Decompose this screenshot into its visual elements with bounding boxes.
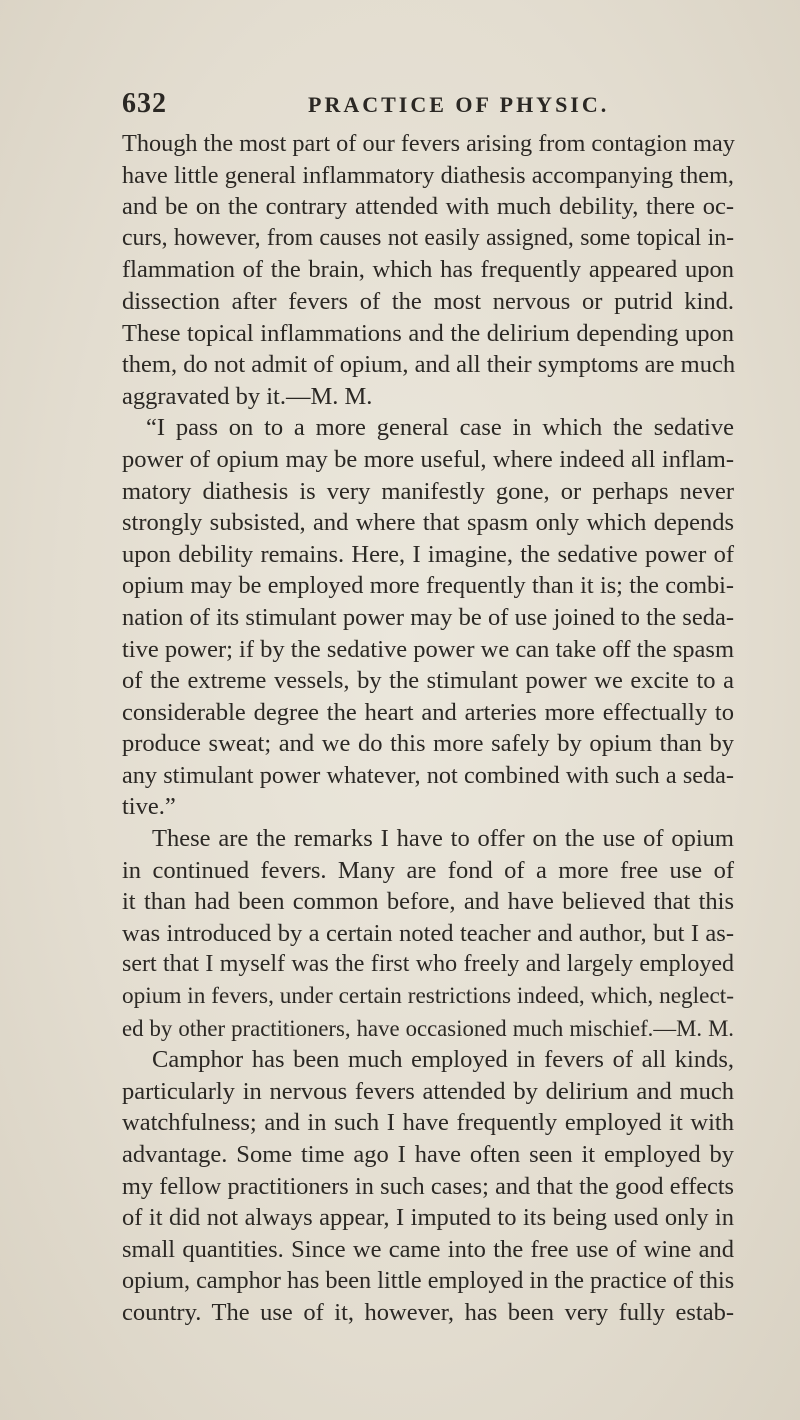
page-header xyxy=(122,88,732,128)
text-line: of the extreme vessels, by the stimulant power we excite to a xyxy=(122,667,734,695)
text-line: small quantities. Since we came into the free use of wine and xyxy=(122,1235,734,1263)
text-line: curs, however, from causes not easily assigned, some topical in- xyxy=(122,224,734,251)
text-line: my fellow practitioners in such cases; and that the good effects xyxy=(122,1172,734,1200)
text-line: Though the most part of our fevers arising from contagion may xyxy=(122,130,735,157)
text-line: opium in fevers, under certain restrictions indeed, which, neglect- xyxy=(122,983,734,1010)
text-line: them, do not admit of opium, and all their symptoms are much xyxy=(122,351,736,379)
body-text xyxy=(122,128,734,1329)
page-number: 632 xyxy=(122,88,167,119)
text-line: strongly subsisted, and where that spasm only which depends xyxy=(122,509,734,537)
text-line: tive.” xyxy=(122,793,176,821)
text-line: upon debility remains. Here, I imagine, the sedative power of xyxy=(122,540,734,568)
text-line: of it did not always appear, I imputed to its being used only in xyxy=(122,1204,734,1232)
text-line: These topical inflammations and the delirium depending upon xyxy=(122,319,734,347)
text-line: watchfulness; and in such I have frequently employed it with xyxy=(122,1109,734,1137)
text-line: sert that I myself was the first who freely and largely employed xyxy=(122,951,734,978)
text-line: opium may be employed more frequently than it is; the combi- xyxy=(122,572,734,600)
text-line: tive power; if by the sedative power we can take off the spasm xyxy=(122,635,734,663)
text-line: and be on the contrary attended with much debility, there oc- xyxy=(122,193,734,221)
text-line: ed by other practitioners, have occasioned much mischief.—M. M. xyxy=(122,1015,734,1041)
running-head: PRACTICE OF PHYSIC. xyxy=(308,92,610,117)
text-line: opium, camphor has been little employed in the practice of this xyxy=(122,1267,735,1295)
text-line: These are the remarks I have to offer on the use of opium xyxy=(152,825,734,853)
text-line: dissection after fevers of the most nervous or putrid kind. xyxy=(122,287,734,315)
text-line: considerable degree the heart and arteries more effectually to xyxy=(122,698,734,726)
text-line: “I pass on to a more general case in which the sedative xyxy=(146,414,734,442)
text-line: particularly in nervous fevers attended by delirium and much xyxy=(122,1077,734,1105)
text-line: it than had been common before, and have believed that this xyxy=(122,888,734,916)
text-line: produce sweat; and we do this more safely by opium than by xyxy=(122,730,734,758)
text-line: any stimulant power whatever, not combined with such a seda- xyxy=(122,761,734,789)
text-line: was introduced by a certain noted teacher and author, but I as- xyxy=(122,919,734,947)
text-line: matory diathesis is very manifestly gone, or perhaps never xyxy=(122,477,734,505)
text-line: power of opium may be more useful, where indeed all inflam- xyxy=(122,445,734,473)
text-line: have little general inflammatory diathesis accompanying them, xyxy=(122,161,734,189)
text-line: Camphor has been much employed in fevers of all kinds, xyxy=(152,1046,734,1074)
text-line: country. The use of it, however, has been very fully estab- xyxy=(122,1298,734,1326)
text-line: in continued fevers. Many are fond of a more free use of xyxy=(122,856,734,884)
text-line: advantage. Some time ago I have often seen it employed by xyxy=(122,1141,734,1168)
text-line: aggravated by it.—M. M. xyxy=(122,382,373,410)
text-line: nation of its stimulant power may be of use joined to the seda- xyxy=(122,603,734,631)
text-line: flammation of the brain, which has frequently appeared upon xyxy=(122,256,734,284)
